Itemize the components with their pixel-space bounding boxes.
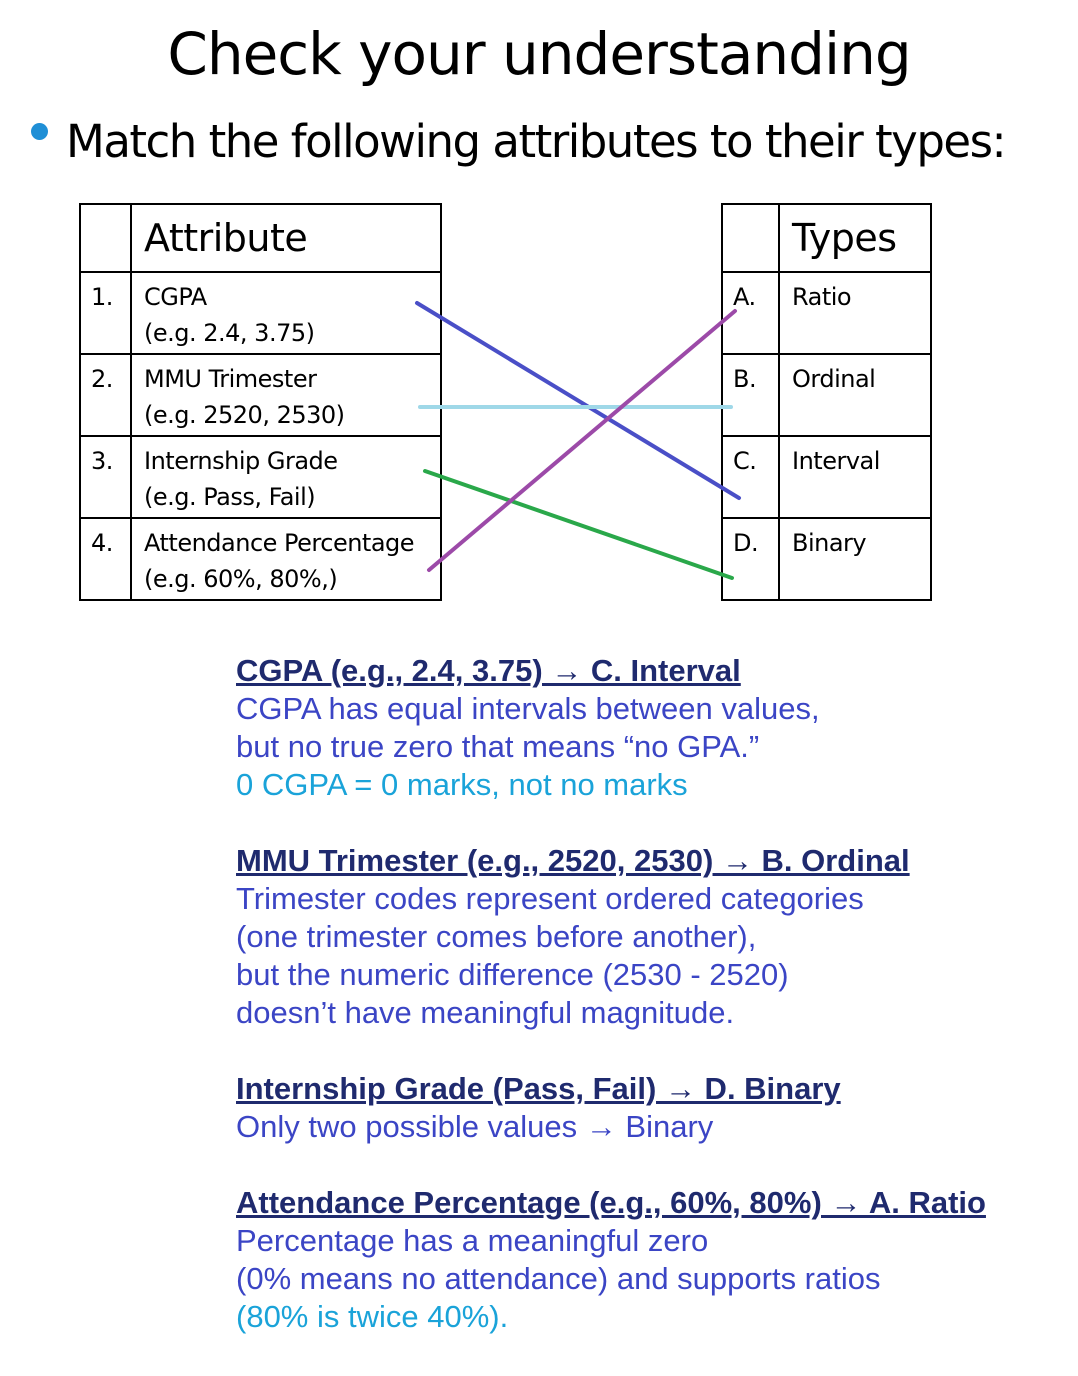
type-letter: C. [722, 436, 779, 518]
attribute-example: (e.g. 2.4, 3.75) [144, 319, 315, 347]
type-name: Interval [779, 436, 931, 518]
type-letter: D. [722, 518, 779, 600]
attribute-name: CGPA [144, 283, 207, 311]
explanation-attendance [236, 1184, 1056, 1336]
explanation-cgpa [236, 652, 1056, 804]
explanation-line: but no true zero that means “no GPA.” [236, 729, 760, 764]
attribute-name: Attendance Percentage [144, 529, 415, 557]
explanation-heading: MMU Trimester (e.g., 2520, 2530) → B. Ordinal [236, 843, 910, 878]
match-line-cgpa-interval [417, 303, 739, 498]
instruction-text: Match the following attributes to their types: [66, 115, 1006, 168]
explanation-line: doesn’t have meaningful magnitude. [236, 995, 735, 1030]
match-line-grade-binary [425, 471, 732, 578]
attribute-number: 4. [80, 518, 131, 600]
explanation-line: but the numeric difference (2530 - 2520) [236, 957, 789, 992]
explanation-heading: Internship Grade (Pass, Fail) → D. Binary [236, 1071, 841, 1106]
slide-title: Check your understanding [167, 20, 911, 88]
attribute-example: (e.g. Pass, Fail) [144, 483, 316, 511]
attribute-number: 1. [80, 272, 131, 354]
matching-lines [0, 0, 1078, 640]
explanation-internship [236, 1070, 1056, 1146]
type-name: Ratio [779, 272, 931, 354]
type-name: Binary [779, 518, 931, 600]
attribute-example: (e.g. 2520, 2530) [144, 401, 345, 429]
explanation-line: Only two possible values → Binary [236, 1109, 714, 1144]
explanation-heading: CGPA (e.g., 2.4, 3.75) → C. Interval [236, 653, 741, 688]
answer-explanations [236, 652, 1056, 1374]
explanation-line: (one trimester comes before another), [236, 919, 757, 954]
explanation-line: (0% means no attendance) and supports ratios [236, 1261, 881, 1296]
types-header: Types [779, 204, 931, 272]
attribute-name: Internship Grade [144, 447, 338, 475]
explanation-trimester [236, 842, 1056, 1032]
attribute-name: MMU Trimester [144, 365, 317, 393]
explanation-line: Percentage has a meaningful zero [236, 1223, 709, 1258]
explanation-note: (80% is twice 40%). [236, 1299, 509, 1334]
explanation-line: Trimester codes represent ordered categories [236, 881, 864, 916]
explanation-heading: Attendance Percentage (e.g., 60%, 80%) → A. Ratio [236, 1185, 986, 1220]
attribute-example: (e.g. 60%, 80%,) [144, 565, 338, 593]
attribute-header: Attribute [131, 204, 441, 272]
type-letter: A. [722, 272, 779, 354]
type-letter: B. [722, 354, 779, 436]
match-line-attendance-ratio [429, 311, 735, 570]
attribute-number: 3. [80, 436, 131, 518]
type-name: Ordinal [779, 354, 931, 436]
explanation-line: CGPA has equal intervals between values, [236, 691, 820, 726]
attribute-number: 2. [80, 354, 131, 436]
explanation-note: 0 CGPA = 0 marks, not no marks [236, 767, 688, 802]
